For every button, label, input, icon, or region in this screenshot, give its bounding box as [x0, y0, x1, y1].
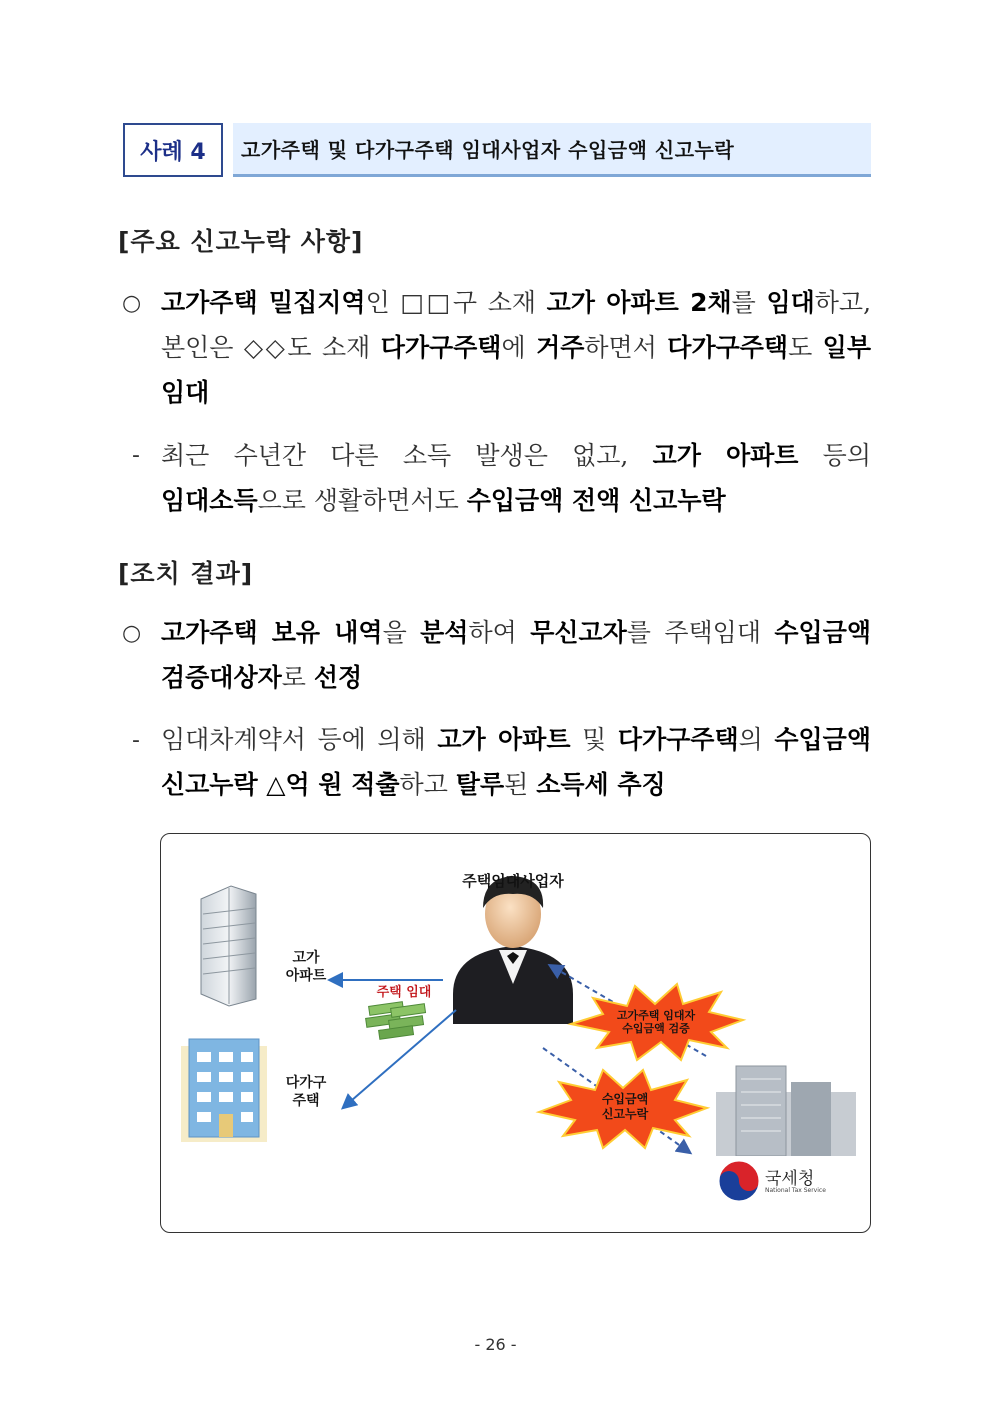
body-text: 을	[382, 618, 421, 647]
apartment-label: 고가 아파트	[285, 950, 327, 984]
emphasis-text: 고가주택 보유 내역	[161, 618, 383, 647]
bullet-circle-mark: ○	[122, 291, 142, 316]
bullet-paragraph-results	[161, 610, 871, 700]
emphasis-text: 고가주택 밀집지역	[161, 288, 366, 317]
emphasis-text: 수입금액 신고누락 △억 원 적출	[161, 725, 871, 799]
body-text: 하고	[399, 770, 456, 799]
body-text: 및	[570, 725, 618, 754]
section-heading-results: [조치 결과]	[118, 559, 254, 588]
case-number-label: 사례 4	[140, 139, 206, 165]
body-text: 인 □□구 소재	[365, 288, 547, 317]
case-header	[123, 123, 871, 181]
emphasis-text: 다가구주택	[617, 725, 739, 754]
emphasis-text: 수입금액 전액 신고누락	[466, 486, 726, 515]
landlord-person-icon	[453, 876, 573, 1024]
dash-mark: -	[132, 443, 140, 468]
emphasis-text: 소득세 추징	[536, 770, 666, 799]
emphasis-text: 수입금액 검증대상자	[161, 618, 871, 692]
dash-paragraph-omissions	[161, 433, 871, 523]
emphasis-text: 탈루	[455, 770, 505, 799]
dash-paragraph-results	[161, 717, 871, 807]
multi-house-label: 다가구 주택	[285, 1075, 327, 1109]
body-text: 로	[281, 663, 314, 692]
case-title: 고가주택 및 다가구주택 임대사업자 수입금액 신고누락	[241, 138, 735, 162]
emphasis-text: 거주	[536, 333, 585, 362]
omission-label: 수입금액 신고누락	[601, 1092, 649, 1121]
apartment-tower-icon	[201, 886, 256, 1006]
body-text: 의	[738, 725, 775, 754]
bullet-circle-mark: ○	[122, 621, 142, 646]
emphasis-text: 다가구주택	[667, 333, 789, 362]
body-text: 으로 생활하면서도	[257, 486, 467, 515]
body-text: 임대차계약서 등에 의해	[161, 725, 438, 754]
emphasis-text: 다가구주택	[380, 333, 502, 362]
emphasis-text: 일부 임대	[161, 333, 871, 407]
emphasis-text: 무신고자	[530, 618, 627, 647]
emphasis-text: 분석	[420, 618, 469, 647]
landlord-label: 주택임대사업자	[462, 872, 564, 890]
case-diagram	[160, 833, 871, 1233]
nts-logo-icon	[719, 1161, 759, 1201]
verify-label: 고가주택 임대자 수입금액 검증	[616, 1009, 696, 1035]
body-text: 최근 수년간 다른 소득 발생은 없고,	[161, 441, 653, 470]
emphasis-text: 선정	[313, 663, 363, 692]
dash-mark: -	[132, 728, 140, 753]
page-number: - 26 -	[474, 1335, 517, 1354]
multi-family-house-icon	[181, 1039, 267, 1142]
emphasis-text: 임대	[766, 288, 815, 317]
nts-name-ko: 국세청	[765, 1169, 815, 1189]
body-text: 된	[504, 770, 537, 799]
body-text: 를	[731, 288, 767, 317]
emphasis-text: 고가 아파트	[437, 725, 571, 754]
section-heading-omissions: [주요 신고누락 사항]	[118, 227, 364, 256]
case-number-box	[123, 123, 223, 177]
body-text: 하면서	[584, 333, 668, 362]
emphasis-text: 고가 아파트 2채	[546, 288, 732, 317]
case-title-bar	[233, 123, 871, 177]
bullet-paragraph-omissions	[161, 280, 871, 415]
body-text: 를 주택임대	[626, 618, 775, 647]
body-text: 하고, 본인은 ◇◇도 소재	[161, 288, 872, 362]
body-text: 도	[788, 333, 823, 362]
emphasis-text: 고가 아파트	[652, 441, 799, 470]
body-text: 등의	[798, 441, 871, 470]
nts-name-en: National Tax Service	[765, 1187, 826, 1194]
rent-label: 주택 임대	[376, 985, 432, 1000]
body-text: 하여	[468, 618, 531, 647]
body-text: 에	[501, 333, 537, 362]
money-stack-icon	[366, 1002, 426, 1040]
emphasis-text: 임대소득	[161, 486, 258, 515]
